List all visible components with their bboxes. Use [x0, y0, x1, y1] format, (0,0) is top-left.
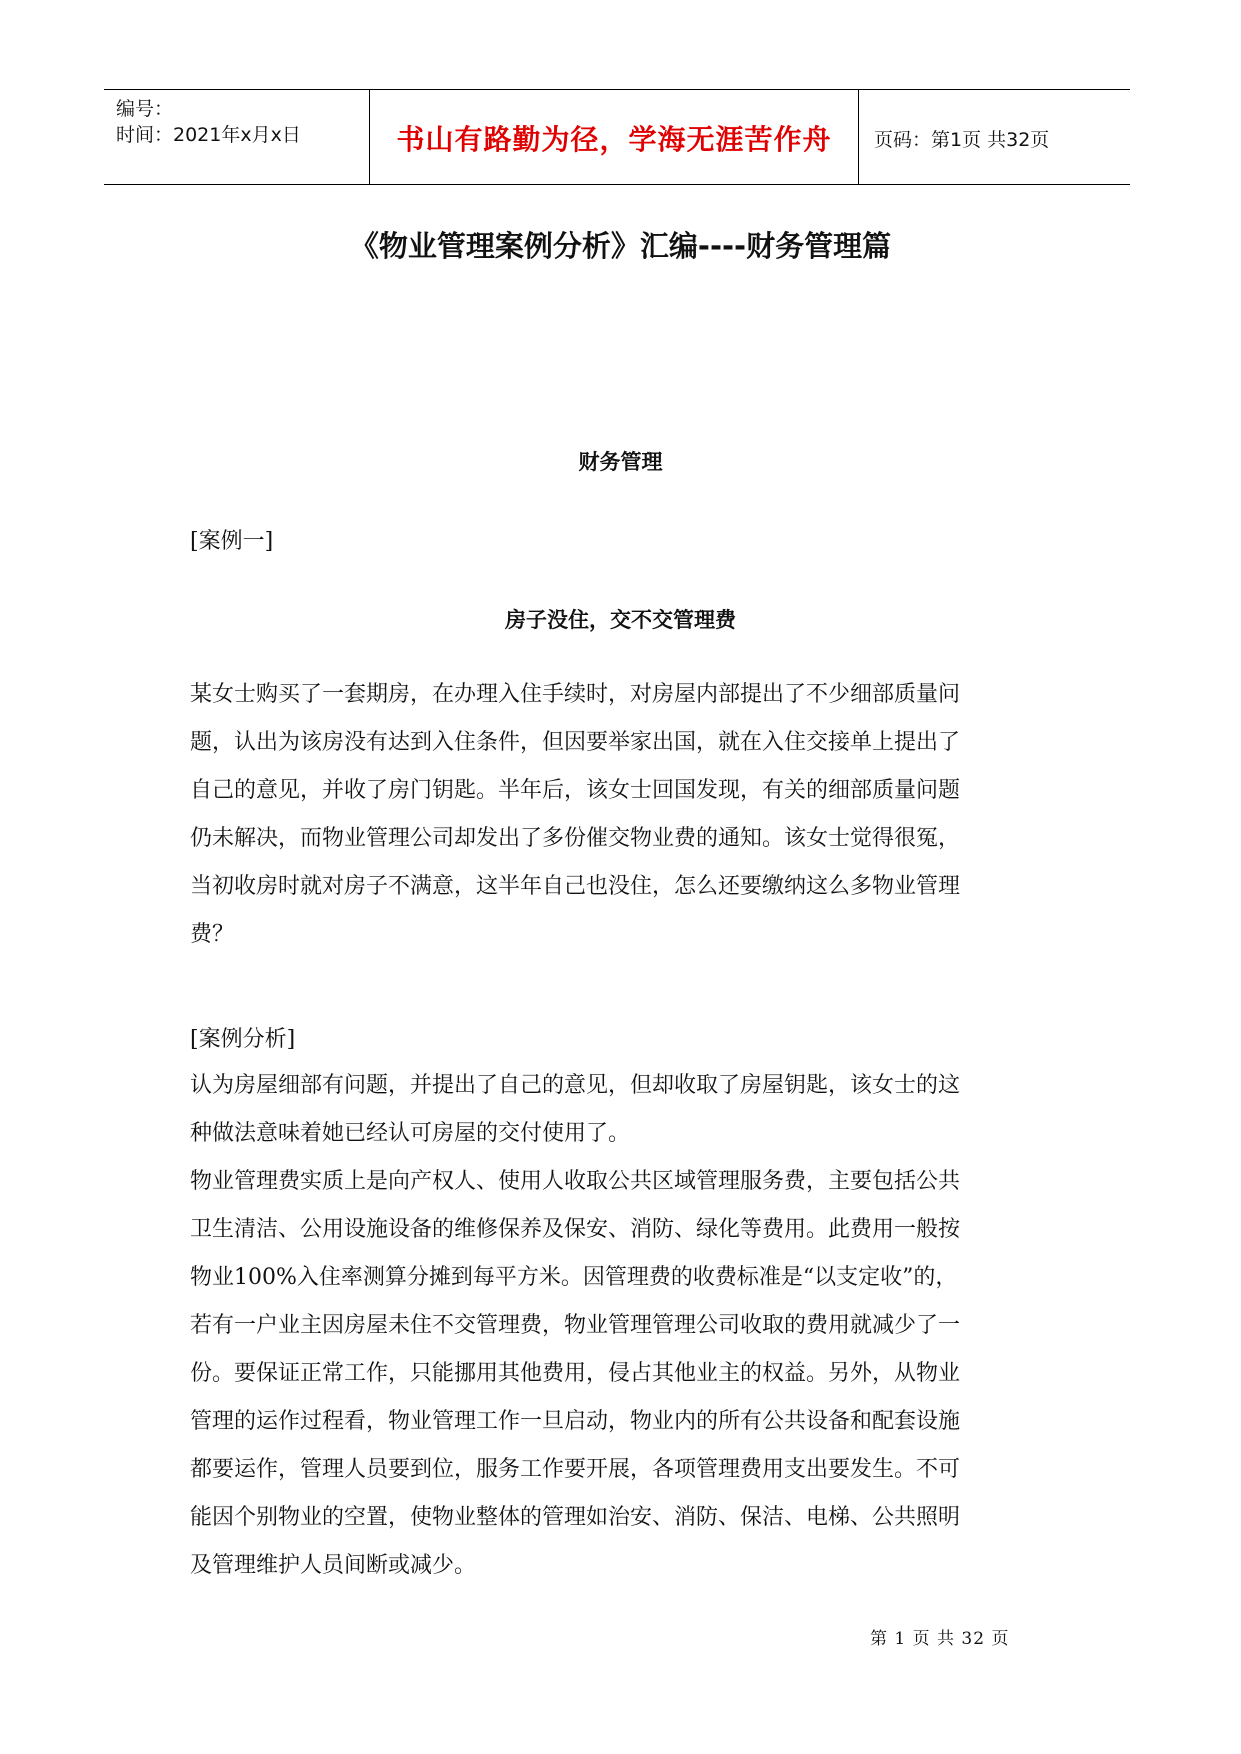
- analysis-paragraph-1: [190, 1062, 1060, 1158]
- paragraph-line: 份。要保证正常工作，只能挪用其他费用，侵占其他业主的权益。另外，从物业: [190, 1361, 961, 1386]
- case-title: 房子没住，交不交管理费: [505, 608, 736, 632]
- document-number-label: 编号：: [116, 98, 174, 120]
- paragraph-line: 及管理维护人员间断或减少。: [190, 1553, 477, 1578]
- paragraph-line: 卫生清洁、公用设施设备的维修保养及保安、消防、绿化等费用。此费用一般按: [190, 1217, 961, 1242]
- header-page-info: 页码：第1页 共32页: [874, 129, 1050, 151]
- paragraph-line: 管理的运作过程看，物业管理工作一旦启动，物业内的所有公共设备和配套设施: [190, 1409, 961, 1434]
- analysis-label: [案例分析]: [190, 1027, 296, 1052]
- header-middle-cell: [370, 90, 859, 184]
- section-title: 财务管理: [578, 450, 663, 474]
- header-motto: 书山有路勤为径，学海无涯苦作舟: [396, 123, 832, 156]
- case-label: [案例一]: [190, 529, 274, 554]
- page-header: [104, 89, 1130, 185]
- paragraph-line: 费？: [190, 922, 235, 947]
- paragraph-line: 某女士购买了一套期房，在办理入住手续时，对房屋内部提出了不少细部质量问: [190, 682, 961, 707]
- paragraph-line: 题，认出为该房没有达到入住条件，但因要举家出国，就在入住交接单上提出了: [190, 730, 961, 755]
- paragraph-line: 若有一户业主因房屋未住不交管理费，物业管理管理公司收取的费用就减少了一: [190, 1313, 961, 1338]
- paragraph-line: 物业管理费实质上是向产权人、使用人收取公共区域管理服务费，主要包括公共: [190, 1169, 961, 1194]
- paragraph-line: 当初收房时就对房子不满意，这半年自己也没住，怎么还要缴纳这么多物业管理: [190, 874, 961, 899]
- paragraph-line: 自己的意见，并收了房门钥匙。半年后，该女士回国发现，有关的细部质量问题: [190, 778, 961, 803]
- paragraph-line: 仍未解决，而物业管理公司却发出了多份催交物业费的通知。该女士觉得很冤，: [190, 826, 961, 851]
- header-left-cell: [104, 90, 370, 184]
- paragraph-line: 都要运作，管理人员要到位，服务工作要开展，各项管理费用支出要发生。不可: [190, 1457, 961, 1482]
- case-paragraph: [190, 671, 1060, 959]
- paragraph-line: 物业100%入住率测算分摊到每平方米。因管理费的收费标准是“以支定收”的，: [190, 1265, 958, 1290]
- header-right-cell: [860, 90, 1130, 184]
- page-footer: 第 1 页 共 32 页: [870, 1629, 1010, 1649]
- analysis-paragraph-2: [190, 1158, 1060, 1590]
- paragraph-line: 种做法意味着她已经认可房屋的交付使用了。: [190, 1121, 631, 1146]
- document-time-label: 时间：2021年x月x日: [116, 124, 301, 146]
- paragraph-line: 能因个别物业的空置，使物业整体的管理如治安、消防、保洁、电梯、公共照明: [190, 1505, 961, 1530]
- document-title: 《物业管理案例分析》汇编----财务管理篇: [349, 229, 892, 263]
- paragraph-line: 认为房屋细部有问题，并提出了自己的意见，但却收取了房屋钥匙，该女士的这: [190, 1073, 961, 1098]
